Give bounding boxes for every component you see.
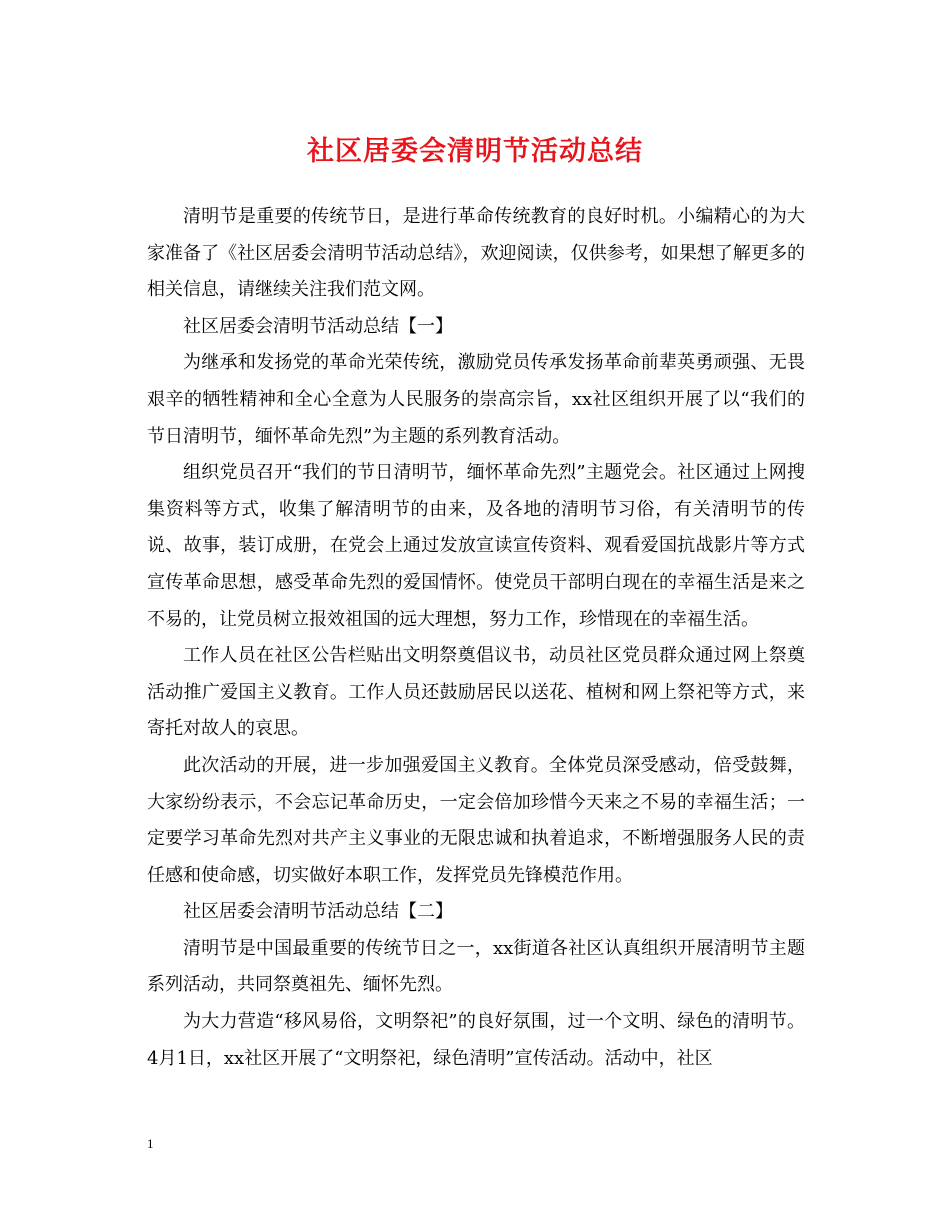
body-paragraph: 为大力营造“移风易俗，文明祭祀”的良好氛围，过一个文明、绿色的清明节。4月1日，xx社区开展了“文明祭祀，绿色清明”宣传活动。活动中，社区 — [147, 1011, 805, 1069]
document-title: 社区居委会清明节活动总结 — [307, 136, 643, 167]
body-paragraph: 清明节是中国最重要的传统节日之一，xx街道各社区认真组织开展清明节主题系列活动，共同祭奠祖先、缅怀先烈。 — [147, 937, 805, 996]
body-paragraph: 此次活动的开展，进一步加强爱国主义教育。全体党员深受感动，倍受鼓舞，大家纷纷表示，不会忘记革命历史，一定会倍加珍惜今天来之不易的幸福生活；一定要学习革命先烈对共产主义事业的无限忠诚和执着追求，不断增强服务人民的责任感和使命感，切实做好本职工作，发挥党员先锋模范作用。 — [147, 754, 805, 886]
document-body — [147, 199, 805, 1077]
body-paragraph: 组织党员召开“我们的节日清明节，缅怀革命先烈”主题党会。社区通过上网搜集资料等方式，收集了解清明节的由来，及各地的清明节习俗，有关清明节的传说、故事，装订成册，在党会上通过发放宣读宣传资料、观看爱国抗战影片等方式宣传革命思想，感受革命先烈的爱国情怀。使党员干部明白现在的幸福生活是来之不易的，让党员树立报效祖国的远大理想，努力工作，珍惜现在的幸福生活。 — [147, 462, 805, 630]
body-paragraph: 为继承和发扬党的革命光荣传统，激励党员传承发扬革命前辈英勇顽强、无畏艰辛的牺牲精神和全心全意为人民服务的崇高宗旨，xx社区组织开展了以“我们的节日清明节，缅怀革命先烈”为主题的系列教育活动。 — [147, 352, 805, 447]
body-paragraph: 工作人员在社区公告栏贴出文明祭奠倡议书，动员社区党员群众通过网上祭奠活动推广爱国主义教育。工作人员还鼓励居民以送花、植树和网上祭祀等方式，来寄托对故人的哀思。 — [147, 645, 805, 740]
section-heading-2: 社区居委会清明节活动总结【二】 — [183, 901, 453, 923]
intro-paragraph: 清明节是重要的传统节日，是进行革命传统教育的良好时机。小编精心的为大家准备了《社区居委会清明节活动总结》，欢迎阅读，仅供参考，如果想了解更多的相关信息，请继续关注我们范文网。 — [147, 206, 805, 301]
section-heading-1: 社区居委会清明节活动总结【一】 — [183, 315, 453, 337]
page-number: 1 — [147, 1136, 154, 1151]
